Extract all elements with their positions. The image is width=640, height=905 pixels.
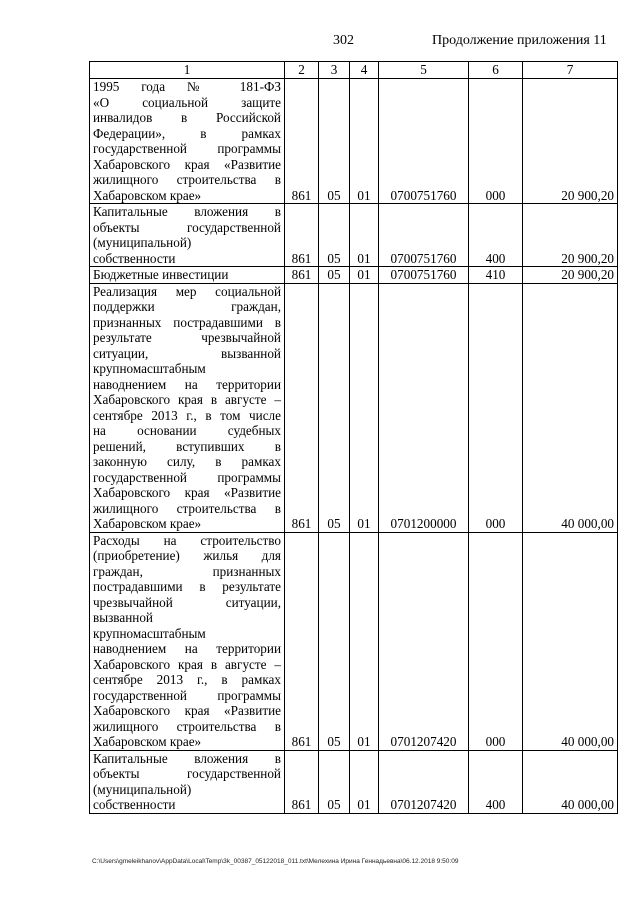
section-code: 05: [319, 532, 350, 750]
subsection-code: 01: [350, 532, 379, 750]
column-header-2: 2: [285, 62, 319, 79]
description-line: Хабаровском крае»: [93, 187, 202, 203]
target-article-code: 0701200000: [379, 283, 469, 532]
table-row: [90, 204, 618, 267]
description-line: Бюджетные инвестиции: [93, 267, 229, 282]
description-line: вызванной: [93, 610, 153, 625]
section-code: 05: [319, 79, 350, 204]
header-row: [90, 62, 618, 79]
table-body: [90, 79, 618, 814]
target-article-code: 0701207420: [379, 532, 469, 750]
expense-type-code: 000: [469, 79, 523, 204]
description-line: жилищного строительства в: [93, 500, 281, 516]
target-article-code: 0700751760: [379, 204, 469, 267]
description-line: собственности: [93, 250, 176, 266]
description-line: Хабаровского края «Развитие: [93, 703, 281, 718]
ministry-code: 861: [285, 267, 319, 284]
description-line: Хабаровского края «Развитие: [93, 485, 281, 500]
description-line: ситуации, вызванной: [93, 345, 281, 361]
description-line: государственной программы: [93, 141, 281, 156]
row-description: [90, 283, 285, 532]
row-description: [90, 267, 285, 284]
amount: 40 000,00: [523, 532, 618, 750]
section-code: 05: [319, 283, 350, 532]
section-code: 05: [319, 750, 350, 813]
amount: 20 900,20: [523, 79, 618, 204]
column-header-4: 4: [350, 62, 379, 79]
description-line: (муниципальной): [93, 781, 192, 797]
description-line: собственности: [93, 797, 176, 812]
description-line: на основании судебных: [93, 423, 281, 438]
subsection-code: 01: [350, 750, 379, 813]
description-line: пострадавшими в результате: [93, 579, 281, 594]
table-header: [90, 62, 618, 79]
section-code: 05: [319, 204, 350, 267]
description-line: признанных пострадавшими в: [93, 314, 281, 330]
description-line: сентябре 2013 г., в том числе: [93, 407, 281, 423]
continuation-title: Продолжение приложения 11: [432, 33, 607, 48]
description-line: наводнением на территории: [93, 641, 281, 656]
description-line: государственной программы: [93, 687, 281, 703]
ministry-code: 861: [285, 283, 319, 532]
table-row: [90, 750, 618, 813]
description-line: «О социальной защите: [93, 94, 281, 110]
amount: 20 900,20: [523, 204, 618, 267]
expense-type-code: 400: [469, 204, 523, 267]
section-code: 05: [319, 267, 350, 284]
description-line: законную силу, в рамках: [93, 454, 281, 469]
column-header-6: 6: [469, 62, 523, 79]
column-header-7: 7: [523, 62, 618, 79]
subsection-code: 01: [350, 283, 379, 532]
ministry-code: 861: [285, 204, 319, 267]
table-row: [90, 267, 618, 284]
description-line: (муниципальной): [93, 235, 192, 250]
expense-type-code: 000: [469, 283, 523, 532]
page-number: 302: [333, 33, 354, 48]
description-line: государственной программы: [93, 469, 281, 485]
description-line: 1995 года № 181-ФЗ: [93, 79, 281, 94]
ministry-code: 861: [285, 79, 319, 204]
target-article-code: 0701207420: [379, 750, 469, 813]
column-header-5: 5: [379, 62, 469, 79]
description-line: инвалидов в Российской: [93, 110, 281, 125]
description-line: решений, вступивших в: [93, 438, 281, 454]
ministry-code: 861: [285, 532, 319, 750]
description-line: Хабаровского края в августе –: [93, 656, 281, 672]
description-line: Федерации», в рамках: [93, 125, 281, 141]
description-line: объекты государственной: [93, 219, 281, 235]
description-line: сентябре 2013 г., в рамках: [93, 672, 281, 687]
amount: 20 900,20: [523, 267, 618, 284]
target-article-code: 0700751760: [379, 267, 469, 284]
row-description: [90, 750, 285, 813]
row-description: [90, 204, 285, 267]
table-row: [90, 532, 618, 750]
expense-type-code: 000: [469, 532, 523, 750]
row-description: [90, 532, 285, 750]
amount: 40 000,00: [523, 750, 618, 813]
expense-type-code: 410: [469, 267, 523, 284]
target-article-code: 0700751760: [379, 79, 469, 204]
description-line: граждан, признанных: [93, 563, 281, 579]
table-row: [90, 283, 618, 532]
description-line: Хабаровского края «Развитие: [93, 156, 281, 172]
expense-type-code: 400: [469, 750, 523, 813]
description-line: Реализация мер социальной: [93, 283, 281, 299]
description-line: (приобретение) жилья для: [93, 548, 281, 563]
description-line: чрезвычайной ситуации,: [93, 594, 281, 610]
file-path-footer: C:\Users\gmeleikhanov\AppData\Local\Temp\3k_00387_05122018_011.txt\Мелехина Ирина Геннадьевна\06.12.2018 9:50:09: [92, 858, 459, 865]
description-line: объекты государственной: [93, 766, 281, 781]
subsection-code: 01: [350, 267, 379, 284]
description-line: Хабаровского края в августе –: [93, 392, 281, 407]
table-row: [90, 79, 618, 204]
description-line: жилищного строительства в: [93, 718, 281, 734]
budget-table: [89, 61, 618, 814]
subsection-code: 01: [350, 204, 379, 267]
description-line: Хабаровском крае»: [93, 734, 202, 749]
amount: 40 000,00: [523, 283, 618, 532]
column-header-1: 1: [90, 62, 285, 79]
description-line: жилищного строительства в: [93, 172, 281, 187]
ministry-code: 861: [285, 750, 319, 813]
description-line: поддержки граждан,: [93, 299, 281, 314]
description-line: крупномасштабным: [93, 361, 206, 376]
description-line: наводнением на территории: [93, 376, 281, 392]
description-line: Хабаровском крае»: [93, 516, 202, 531]
description-line: крупномасштабным: [93, 625, 206, 641]
description-line: результате чрезвычайной: [93, 330, 281, 345]
description-line: Капитальные вложения в: [93, 204, 281, 219]
description-line: Капитальные вложения в: [93, 750, 281, 766]
description-line: Расходы на строительство: [93, 532, 281, 548]
row-description: [90, 79, 285, 204]
subsection-code: 01: [350, 79, 379, 204]
column-header-3: 3: [319, 62, 350, 79]
